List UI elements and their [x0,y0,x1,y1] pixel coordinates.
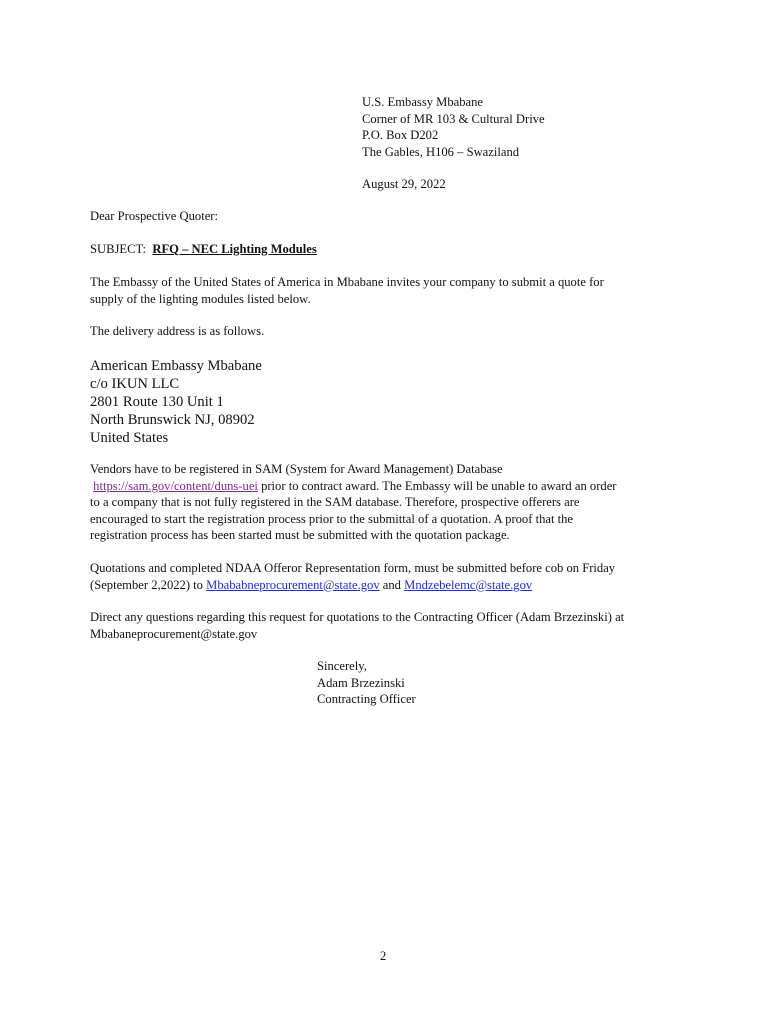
address-line: The Gables, H106 – Swaziland [362,144,520,159]
quotations-paragraph [90,560,615,593]
address-line: P.O. Box D202 [362,128,439,143]
paragraph-line: registration process has been started must be submitted with the quotation package. [90,528,510,543]
sam-paragraph [90,461,617,544]
delivery-intro: The delivery address is as follows. [90,324,265,338]
paragraph-line: Vendors have to be registered in SAM (System for Award Management) Database [90,462,503,476]
subject-line [90,241,317,258]
delivery-line: 2801 Route 130 Unit 1 [90,394,224,410]
paragraph-line [90,577,615,594]
signer-title: Contracting Officer [317,692,416,707]
paragraph-line: Direct any questions regarding this request for quotations to the Contracting Officer (Adam Brzezinski) at [90,610,625,624]
delivery-line: North Brunswick NJ, 08902 [90,412,255,428]
signature-block [317,658,416,708]
subject-title: RFQ – NEC Lighting Modules [152,242,317,256]
delivery-line: United States [90,430,169,446]
delivery-address [90,357,262,447]
address-line: Corner of MR 103 & Cultural Drive [362,111,545,126]
sender-address [362,94,545,160]
paragraph-line: to a company that is not fully registered in the SAM database. Therefore, prospective offerers are [90,495,580,510]
closing: Sincerely, [317,659,367,673]
paragraph-line: encouraged to start the registration process prior to the submittal of a quotation. A proof that the [90,511,573,526]
paragraph-line [90,478,617,495]
salutation: Dear Prospective Quoter: [90,209,218,223]
sam-link[interactable]: https://sam.gov/content/duns-uei [93,478,258,493]
delivery-line: c/o IKUN LLC [90,376,180,392]
email-link-procurement[interactable]: Mbababneprocurement@state.gov [206,577,380,592]
signer-name: Adam Brzezinski [317,675,405,690]
paragraph-text: prior to contract award. The Embassy will be unable to award an order [257,478,617,493]
paragraph-text: and [379,577,405,592]
email-link-mndzebele[interactable]: Mndzebelemc@state.gov [404,577,533,592]
address-line: U.S. Embassy Mbabane [362,95,484,109]
questions-paragraph [90,609,624,642]
subject-label: SUBJECT: [90,242,147,256]
paragraph-line: supply of the lighting modules listed below. [90,291,311,306]
paragraph-line: Mbabaneprocurement@state.gov [90,626,258,641]
delivery-line: American Embassy Mbabane [90,358,262,374]
letter-date: August 29, 2022 [362,177,446,191]
paragraph-text: (September 2,2022) to [90,577,207,592]
paragraph-line: Quotations and completed NDAA Offeror Representation form, must be submitted before cob on Friday [90,561,616,575]
intro-paragraph [90,274,604,307]
paragraph-line: The Embassy of the United States of America in Mbabane invites your company to submit a quote for [90,275,604,289]
page-number: 2 [380,949,387,963]
